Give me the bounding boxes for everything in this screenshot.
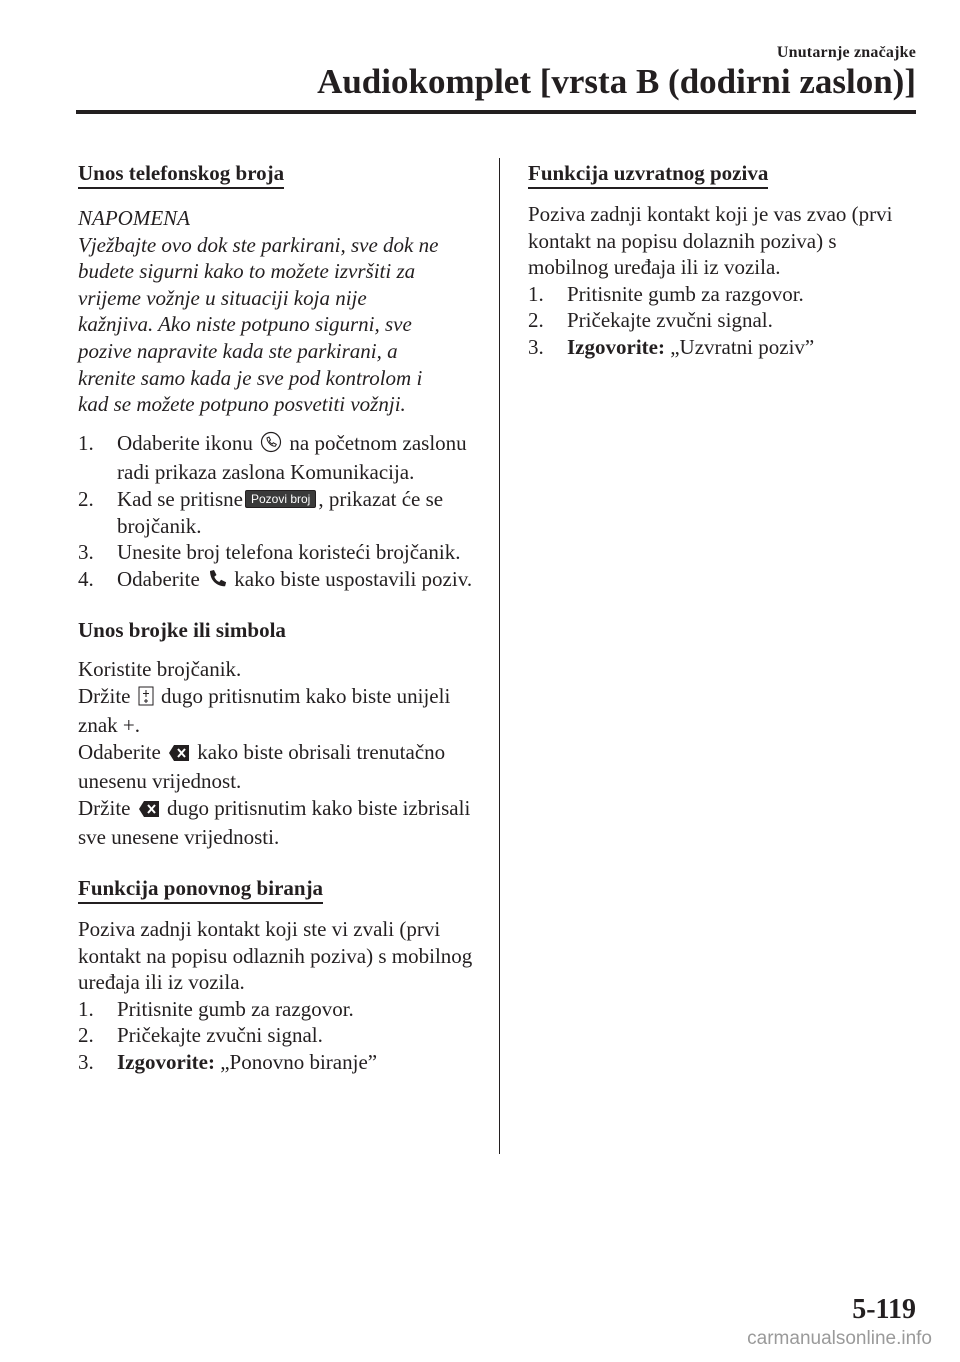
brojke-p4: Držite dugo pritisnutim kako biste izbrisali sve unesene vrijednosti. [78, 795, 471, 850]
ponovno-intro: Poziva zadnji kontakt koji ste vi zvali (prvi kontakt na popisu odlaznih poziva) s mobilnog uređaja ili iz vozila. [78, 917, 473, 995]
note-label: NAPOMENA [78, 206, 190, 230]
step-3: 3. Unesite broj telefona koristeći brojčanik. [78, 540, 461, 565]
heading-funkcija-ponovnog-biranja: Funkcija ponovnog biranja [78, 875, 323, 904]
left-column [78, 160, 478, 1076]
step-2: 2. Kad se pritisne Pozovi broj , prikazat će se brojčanik. [78, 486, 444, 538]
brojke-p3: Odaberite kako biste obrisali trenutačno unesenu vrijednost. [78, 739, 446, 794]
note-line: kad se možete potpuno posvetiti vožnji. [78, 392, 406, 417]
page-title: Audiokomplet [vrsta B (dodirni zaslon)] [317, 62, 916, 101]
phone-call-icon [207, 569, 227, 596]
page-number: 5-119 [852, 1294, 916, 1325]
redial-step-2: 2. Pričekajte zvučni signal. [78, 1023, 323, 1048]
note-line: vrijeme vožnje u situaciji koja nije [78, 285, 367, 310]
column-divider [499, 158, 500, 1154]
uzvratni-intro: Poziva zadnji kontakt koji je vas zvao (prvi kontakt na popisu dolaznih poziva) s mobilnog uređaja ili iz vozila. [528, 202, 893, 280]
step-1: 1. Odaberite ikonu na početnom zaslonu radi prikaza zaslona Komunikacija. [78, 430, 467, 485]
pozovi-broj-button: Pozovi broj [245, 490, 316, 508]
backspace-icon [168, 742, 190, 769]
callback-step-1: 1. Pritisnite gumb za razgovor. [528, 281, 804, 306]
watermark: carmanualsonline.info [747, 1328, 932, 1349]
header-rule [76, 110, 916, 114]
right-column [528, 160, 918, 361]
note-line: Vježbajte ovo dok ste parkirani, sve dok ne [78, 232, 439, 257]
note-line: krenite samo kada je sve pod kontrolom i [78, 365, 423, 390]
backspace-icon [138, 798, 160, 825]
note-line: kažnjiva. Ako niste potpuno sigurni, sve [78, 312, 412, 337]
brojke-p2: Držite dugo pritisnutim kako biste unijeli znak +. [78, 683, 451, 738]
callback-step-3: 3. Izgovorite: „Uzvratni poziv” [528, 334, 815, 359]
brojke-p1: Koristite brojčanik. [78, 656, 242, 681]
heading-unos-brojke: Unos brojke ili simbola [78, 618, 286, 643]
plus-key-icon [138, 686, 154, 713]
step-4: 4. Odaberite kako biste uspostavili poziv. [78, 566, 478, 596]
heading-unos-telefonskog-broja: Unos telefonskog broja [78, 160, 284, 189]
redial-steps [78, 996, 478, 1076]
heading-funkcija-uzvratnog-poziva: Funkcija uzvratnog poziva [528, 160, 768, 189]
header-section-label: Unutarnje značajke [776, 44, 916, 61]
communication-home-icon [260, 431, 282, 460]
dial-steps [78, 430, 478, 596]
note-line: pozive napravite kada ste parkirani, a [78, 338, 398, 363]
note-line: budete sigurni kako to možete izvršiti za [78, 259, 416, 284]
redial-step-3: 3. Izgovorite: „Ponovno biranje” [78, 1050, 378, 1075]
callback-steps [528, 281, 918, 361]
redial-step-1: 1. Pritisnite gumb za razgovor. [78, 996, 354, 1021]
callback-step-2: 2. Pričekajte zvučni signal. [528, 308, 773, 333]
note-block [78, 205, 478, 418]
